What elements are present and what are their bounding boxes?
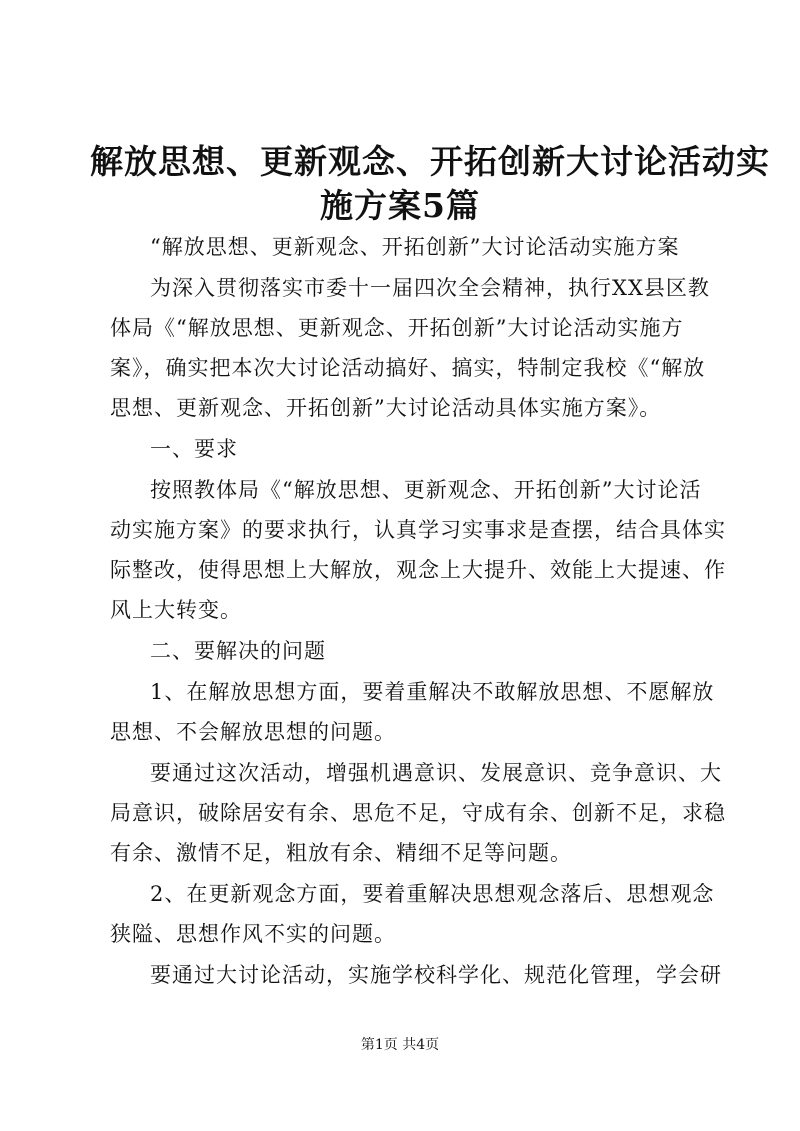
page-footer: 第1页 共4页 bbox=[360, 1037, 440, 1053]
body-line: 局意识，破除居安有余、思危不足，守成有余、创新不足，求稳 bbox=[110, 801, 726, 825]
body-line: 动实施方案》的要求执行，认真学习实事求是查摆，结合具体实 bbox=[110, 518, 726, 542]
body-line: 为深入贯彻落实市委十一届四次全会精神，执行XX县区教 bbox=[150, 276, 710, 300]
section-heading: 一、要求 bbox=[150, 437, 238, 461]
subtitle-line: “解放思想、更新观念、开拓创新”大讨论活动实施方案 bbox=[150, 235, 680, 259]
body-line: 际整改，使得思想上大解放，观念上大提升、效能上大提速、作 bbox=[110, 558, 726, 582]
body-line: 按照教体局《“解放思想、更新观念、开拓创新”大讨论活 bbox=[150, 478, 702, 502]
section-heading: 二、要解决的问题 bbox=[150, 639, 326, 663]
body-line: 狭隘、思想作风不实的问题。 bbox=[110, 922, 396, 946]
document-title-line-1: 解放思想、更新观念、开拓创新大讨论活动实 bbox=[90, 142, 770, 181]
body-line: 思想、不会解放思想的问题。 bbox=[110, 720, 396, 744]
body-line: 思想、更新观念、开拓创新”大讨论活动具体实施方案》。 bbox=[110, 396, 662, 420]
body-line: 要通过这次活动，增强机遇意识、发展意识、竞争意识、大 bbox=[150, 761, 722, 785]
body-line: 体局《“解放思想、更新观念、开拓创新”大讨论活动实施方 bbox=[110, 316, 684, 340]
body-line: 案》，确实把本次大讨论活动搞好、搞实，特制定我校《“解放 bbox=[110, 356, 706, 380]
body-line: 1、在解放思想方面，要着重解决不敢解放思想、不愿解放 bbox=[150, 680, 715, 704]
body-line: 有余、激情不足，粗放有余、精细不足等问题。 bbox=[110, 841, 572, 865]
document-title-line-2: 施方案5篇 bbox=[320, 186, 480, 225]
body-line: 风上大转变。 bbox=[110, 598, 242, 622]
body-line: 要通过大讨论活动，实施学校科学化、规范化管理，学会研 bbox=[150, 963, 722, 987]
body-line: 2、在更新观念方面，要着重解决思想观念落后、思想观念 bbox=[150, 882, 715, 906]
